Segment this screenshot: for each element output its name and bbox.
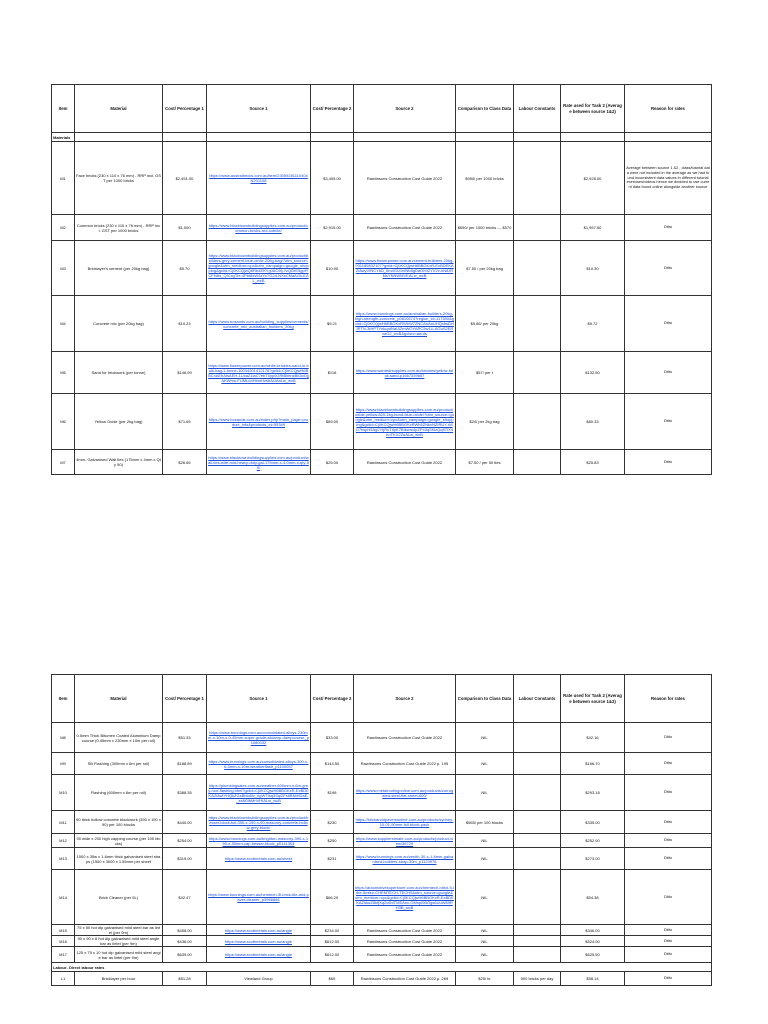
cell-cost2: $2,915.00 — [311, 215, 354, 241]
cell-cost2: $10.90 — [311, 241, 354, 296]
cell-labour — [514, 241, 561, 296]
cell-source1[interactable]: https://www.bunnings.com.au/consolidated-alloys-230mm-x-10m-x-0-45mm-super-grade-alclamp-dampcourse_p1080032 — [207, 723, 311, 753]
cell-source2[interactable]: https://www.flowerpower.com.au/cement-builders-20kg-931180802107?gclid=Cj0KCQjwH6BBGKxR-EcBDEKAZiAwyVfNCYbD_6m4GU1nfNtdIgDaOh9ZYV2v-nN8JRMsYNNWMVEALw_wcB — [354, 241, 456, 296]
cell-rate: $54.38 — [561, 870, 625, 925]
cell-source1[interactable]: https://www.blacktownbuildingsupplies.com.au/product/common-bricks-red-cobble/ — [207, 215, 311, 241]
cell-cost1: $42.47 — [163, 870, 207, 925]
header-row — [52, 85, 712, 133]
cell-source1[interactable]: https://www.blacktownbuildingsupplies.com.au/product/wall-ties-wire-mid-heavy-duty-gal-175mm-x-4-0mm-x-qty-50/ — [207, 450, 311, 475]
cell-rate: $166.70 — [561, 753, 625, 775]
cell-reason: Average between source 1 &2 , class/tutorial data were not included in the average as we had found inconsistent data values in different tutorial exercises/videos hence we decided to use current data found online alongside another source — [625, 142, 712, 215]
table-row — [52, 450, 712, 475]
cell-cost2: $33.00 — [311, 723, 354, 753]
cell-rate: $346.00 — [561, 925, 625, 936]
cell-comparison: NIL — [456, 848, 514, 870]
cell-labour — [514, 450, 561, 475]
section-row — [52, 963, 712, 972]
header-comparison: Comparison to Class Data — [456, 85, 514, 133]
cell-cost2: $250 — [311, 834, 354, 848]
cell-material: Sand for brickwork (per tonne) — [75, 352, 163, 394]
section-label-materials: Materials — [52, 133, 75, 142]
table-row — [52, 972, 712, 986]
cell-material: 0.5mm Thick Bitumen Coated Aluminium Dampcourse (0.45mm x 230mm x 10m per roll) — [75, 723, 163, 753]
cell-item: M4 — [52, 296, 75, 352]
materials-table-2 — [51, 674, 712, 986]
header-cost-1: Cost/ Percentage 1 — [163, 85, 207, 133]
cell-comparison: NIL — [456, 723, 514, 753]
table-row — [52, 811, 712, 834]
cell-reason: Ditto — [625, 925, 712, 936]
cell-cost2: $65 — [311, 972, 354, 986]
header-source-1: Source 1 — [207, 675, 311, 723]
cell-source2: Rawlinsons Construction Cost Guide 2022 — [354, 450, 456, 475]
cell-comparison: $650/ per 1000 bricks --- $570 — [456, 215, 514, 241]
table-row — [52, 753, 712, 775]
cell-cost2: $231 — [311, 848, 354, 870]
cell-item: M15 — [52, 925, 75, 936]
cell-item: L1 — [52, 972, 75, 986]
cell-material: Yellow Oxide (per 2kg bag) — [75, 394, 163, 450]
cell-item: M6 — [52, 394, 75, 450]
cell-material: Brick Cleaner (per 5L) — [75, 870, 163, 925]
header-labour-constants: Labour Constants — [514, 675, 561, 723]
cell-material: 4mm- Galvanised Wall ties (175mm x 4mm x Qty 50) — [75, 450, 163, 475]
cell-item: M14 — [52, 870, 75, 925]
cell-material: 75 x 50 hot dip galvanised mild steel bar as lintel (per 9m) — [75, 925, 163, 936]
header-material: Material — [75, 675, 163, 723]
cell-rate: $42.16 — [561, 723, 625, 753]
cell-cost2: $230 — [311, 811, 354, 834]
cell-source1[interactable]: https://www.bunnings.com.au/hemtech-5l-brick-tile-and-paver-cleaner_p3966846 — [207, 870, 311, 925]
cell-source1[interactable]: https://www.flowerpower.com.au/white-brickies-sand-in-bulk-bag-1-tonne-10034201412178?gclid=Cj0KCQjwH6BBCxAEhAIsAEH-1UxaZ1iaC7ebT0yp0GRtBlmnkBiGicDjjAKWmu-FUMLd4HbmHzsbAUAaLw_wcB — [207, 352, 311, 394]
cell-labour — [514, 870, 561, 925]
header-row — [52, 675, 712, 723]
cell-source1[interactable]: https://www.bosands.com.au/building_supplies/cements/concrete_mix_australian_builders_20kg — [207, 296, 311, 352]
cell-source1[interactable]: https://www.scottmetals.com.au/angle — [207, 936, 311, 947]
cell-source1[interactable]: https://www.australbricks.com.au/item/23059281110404N201108 — [207, 142, 311, 215]
cell-cost1: $315.00 — [163, 848, 207, 870]
cell-material: Bricklayer's cement (per 20kg bag) — [75, 241, 163, 296]
cell-labour — [514, 775, 561, 811]
cell-reason: Ditto — [625, 394, 712, 450]
cell-item: M1 — [52, 142, 75, 215]
cell-source2[interactable]: https://brickanddpaversonline.com.au/products/sydney-10-01-90mm-full-block-pack — [354, 811, 456, 834]
cell-reason: Ditto — [625, 352, 712, 394]
header-source-2: Source 2 — [354, 85, 456, 133]
cell-cost1: $2,451.00 — [163, 142, 207, 215]
cell-reason: Ditto — [625, 775, 712, 811]
cell-rate: $273.00 — [561, 848, 625, 870]
table-row — [52, 947, 712, 963]
table-row — [52, 834, 712, 848]
header-reason: Reason for rates — [625, 85, 712, 133]
cell-labour — [514, 394, 561, 450]
cell-source2[interactable]: https://www.bunnings.com.au/australian-builders-20kg-high-strength-concrete_p0610674?region_id=117690&gclid=Cj0KCQjwH6BBGKxRWhW7ZNCAhAnUHQxbsDHJRTN-3tHPTYnkqotNaUlZmWOYARC5w1U-AGuS2ERvaO2_wcB&gclsrc=aw.ds — [354, 296, 456, 352]
cell-source1[interactable]: https://www.blacktownbuildingsupplies.com.au/product/besser-block-full-390-x-190-x-90-masonry-concrete-hollow-grey-block/ — [207, 811, 311, 834]
cell-source2: Rawlinsons Construction Cost Guide 2022 p. 269 — [354, 972, 456, 986]
cell-item: M16 — [52, 936, 75, 947]
cell-rate: $58.14 — [561, 972, 625, 986]
cell-labour — [514, 811, 561, 834]
cell-material: Common bricks (230 x 110 x 76 mm) - RRP incl. GST per 1000 bricks — [75, 215, 163, 241]
cell-cost2: $66.29 — [311, 870, 354, 925]
cell-rate: $80.33 — [561, 394, 625, 450]
cell-labour — [514, 936, 561, 947]
header-item: Item — [52, 675, 75, 723]
cell-material: 125 x 75 x 10 hot dip galvanised mild steel angle bar as lintel (per 9m) — [75, 947, 163, 963]
cell-material: 90 wide x 200 high capping course (per 100 blocks) — [76, 835, 161, 846]
cell-item: M10 — [52, 775, 75, 811]
cell-rate: $9.72 — [561, 296, 625, 352]
cell-reason: Ditto — [625, 834, 712, 848]
cell-source2[interactable]: https://www.supplierstmate.com.au/products/product-view/36729 — [354, 834, 456, 848]
cell-reason: Ditto — [625, 947, 712, 963]
cell-cost2: $9.21 — [311, 296, 354, 352]
table-row — [52, 352, 712, 394]
cell-reason: Ditto — [625, 936, 712, 947]
cell-comparison: $5.86/ per 20kg — [456, 296, 514, 352]
cell-labour — [514, 352, 561, 394]
cell-rate: $524.00 — [561, 936, 625, 947]
header-source-2: Source 2 — [354, 675, 456, 723]
table-row — [52, 142, 712, 215]
cell-cost2: $144.50 — [311, 753, 354, 775]
cell-labour: 500 bricks per day — [514, 972, 561, 986]
cell-cost1: $1,000 — [163, 215, 207, 241]
cell-cost1: $26.65 — [163, 450, 207, 475]
header-item: Item — [52, 85, 75, 133]
cell-item: M17 — [52, 947, 75, 963]
cell-source1: Viewland Group — [207, 972, 311, 986]
cell-cost1: $146.99 — [163, 352, 207, 394]
cell-cost2: $198 — [311, 775, 354, 811]
cell-material: 1500 x 35w x 1.6mm thick galvanised steel straps (1500 x 3000 x 1.55mm per sheet — [75, 848, 163, 870]
cell-rate: $293.18 — [561, 775, 625, 811]
cell-source1[interactable]: https://www.bunnings.com.au/consolidated-alloys-300-x-6-0mm-x-10m-weatherflash_p1100057 — [207, 753, 311, 775]
header-labour-constants: Labour Constants — [514, 85, 561, 133]
cell-cost1: $51.33 — [163, 723, 207, 753]
cell-source2[interactable]: https://www.blacktownbuildingsupplies.com.au/product/oxide-yellow-820-1kg-bond-blue-oxide/?utm_source=google&utm_medium=cpc&utm_campaign=google_shopping&gclid=Cj0KCQjwH6BBGKxRWh5ZNkvNZIRUY-rMG7fwpH5Ag2YtjRuT6yK7Btkwm4pZP43qSf0zQq8TIX9hoTKX2ZoALw_wcB — [354, 394, 456, 450]
cell-comparison: NIL — [456, 936, 514, 947]
cell-comparison: NIL — [456, 753, 514, 775]
cell-labour — [514, 723, 561, 753]
cell-labour — [514, 296, 561, 352]
cell-rate: $25.83 — [561, 450, 625, 475]
cell-item: M3 — [52, 241, 75, 296]
header-cost-1: Cost/ Percentage 1 — [163, 675, 207, 723]
cell-comparison: NIL — [456, 834, 514, 848]
header-source-1: Source 1 — [207, 85, 311, 133]
cell-cost1: $458.00 — [163, 925, 207, 936]
cell-labour — [514, 834, 561, 848]
section-row — [52, 133, 712, 142]
cell-item: M9 — [52, 753, 75, 775]
cell-source1[interactable]: https://plumbingsales.com.au/weather-600mm-x-6m-grey-roof-flashing.html?gclid=Cj0KCQjwH6BBGKxR-EcBDEKAZiAwlYHQkZGsBblo6iv_ngWTtsq3Sqi2Fs6BNtHDaE-_zaN0IbMnVHIALw_wcB — [207, 775, 311, 811]
cell-comparison: $950/ per 1000 bricks — [456, 142, 514, 215]
cell-rate: $335.00 — [561, 811, 625, 834]
header-reason: Reason for rates — [625, 675, 712, 723]
cell-material: Bricklayer per hour — [75, 972, 163, 986]
cell-rate: $10.30 — [561, 241, 625, 296]
cell-cost1: $51.28 — [163, 972, 207, 986]
cell-item: M7 — [52, 450, 75, 475]
cell-comparison: NIL — [456, 925, 514, 936]
cell-source1[interactable]: https://www.bosands.com.au/index.php?main_page=product_info&products_id=55349 — [207, 394, 311, 450]
cell-reason: Ditto — [625, 753, 712, 775]
cell-source2: Rawlinsons Construction Cost Guide 2022 — [354, 215, 456, 241]
cell-cost2: $3,405.00 — [311, 142, 354, 215]
cell-source1[interactable]: https://www.blacktownbuildingsupplies.com.au/product/builders-grey-cement-blue-circle-20kg-bag/?utm_source=google&utm_medium=cpc&utm_campaign=google_shopping&gclid=Cj0KCQjwQ6Rb4EKYgJAC9fj-7zQDrE5gpfYCFNAs_QICxgTIe-4Pbt8xW4zYc7G2d-NXsCMaAGk-EAL_wcB — [207, 241, 311, 296]
cell-material: Face bricks (230 x 110 x 76 mm) - RRP incl. GST per 1000 bricks — [75, 142, 163, 215]
cell-rate: $2,928.00 — [561, 142, 625, 215]
table-row — [52, 723, 712, 753]
cell-item: M2 — [52, 215, 75, 241]
cell-reason: Ditto — [625, 870, 712, 925]
cell-labour — [514, 215, 561, 241]
cell-cost1: $10.23 — [163, 296, 207, 352]
cell-comparison: $24/ per 2kg bag — [456, 394, 514, 450]
cell-source1[interactable]: https://www.scottmetals.com.au/angle — [207, 925, 311, 936]
table-row — [52, 241, 712, 296]
cell-comparison: $25/ hr — [456, 972, 514, 986]
cell-source2[interactable]: https://www.wantedrsupplies.com.au/brickies/yellow-brick-sand-p1667339687 — [354, 352, 456, 394]
cell-reason: Ditto — [625, 972, 712, 986]
table-row — [52, 848, 712, 870]
cell-labour — [514, 142, 561, 215]
cell-source2: Rawlinsons Construction Cost Guide 2022 — [354, 142, 456, 215]
cell-cost1: $254.00 — [163, 834, 207, 848]
cell-rate: $625.50 — [561, 947, 625, 963]
cell-material: 90 thick hollow concrete blockwork (390 x 190 x 90) per 100 blocks — [75, 811, 163, 834]
table-row — [52, 925, 712, 936]
cell-cost1: $436.00 — [163, 936, 207, 947]
table-row — [52, 394, 712, 450]
cell-cost2: $612.00 — [311, 936, 354, 947]
header-rate: Rate used for Task 2 (Average between source 1&2) — [561, 675, 625, 723]
cell-rate: $1,957.50 — [561, 215, 625, 241]
cell-cost1: $388.35 — [163, 775, 207, 811]
cell-source2: Rawlinsons Construction Cost Guide 2022 — [354, 925, 456, 936]
cell-item: M8 — [52, 723, 75, 753]
cell-material: Concrete mix (per 20kg bag) — [75, 296, 163, 352]
cell-source2: Rawlinsons Construction Cost Guide 2022 — [354, 947, 456, 963]
cell-labour — [514, 753, 561, 775]
cell-source2: Rawlinsons Construction Cost Guide 2022 p. 195 — [354, 753, 456, 775]
header-material: Material — [75, 85, 163, 133]
cell-reason: Ditto — [625, 215, 712, 241]
cell-comparison: NIL — [456, 870, 514, 925]
cell-reason: Ditto — [625, 723, 712, 753]
cell-reason: Ditto — [625, 811, 712, 834]
cell-labour — [514, 925, 561, 936]
header-rate: Rate used for Task 2 (Average between source 1&2) — [561, 85, 625, 133]
cell-material: 90 x 90 x 8 hot dip galvanised mild steel angle bar as lintel (per 9m) — [75, 936, 163, 947]
cell-source2[interactable]: https://www.metalroofingonline.com.au/products/corrugated-steel-flat-sheet-600/ — [354, 775, 456, 811]
cell-cost1: $440.00 — [163, 811, 207, 834]
header-comparison: Comparison to Class Data — [456, 675, 514, 723]
cell-reason: Ditto — [625, 296, 712, 352]
cell-cost2: $234.00 — [311, 925, 354, 936]
cell-comparison: $565/ per 100 blocks — [456, 811, 514, 834]
cell-comparison: NIL — [456, 947, 514, 963]
cell-item: M13 — [52, 848, 75, 870]
cell-reason: Ditto — [625, 241, 712, 296]
cell-labour — [514, 947, 561, 963]
cell-labour — [514, 848, 561, 870]
cell-source2[interactable]: https://automotivesuperstore.com.au/chemtech-nitrol-5-litre-5mtec-CHEMTECH-TECH5&utm_source=google&utm_medium=cpc&gclid=Cj0KCQjwH6BBGKxR-EcBDEKAZiAwZ8bfjXq2c6hiTMEAnv-OMnpi0BOgs6UuW89RH3B_wcB — [354, 870, 456, 925]
cell-comparison: $7.50 / per 50 ties — [456, 450, 514, 475]
cell-cost1: $639.00 — [163, 947, 207, 963]
header-cost-2: Cost/ Percentage 2 — [311, 675, 354, 723]
cell-cost1: $188.89 — [163, 753, 207, 775]
materials-table-1 — [51, 84, 712, 475]
section-label: Labour- Direct labour rates — [52, 963, 712, 972]
table-row — [52, 296, 712, 352]
cell-source1[interactable]: https://www.scottmetals.com.au/sheet — [207, 848, 311, 870]
cell-material: Flashing (600mm x 6m per roll) — [75, 775, 163, 811]
cell-source2: Rawlinsons Construction Cost Guide 2022 — [354, 723, 456, 753]
cell-reason: Ditto — [625, 450, 712, 475]
cell-cost2: $89.00 — [311, 394, 354, 450]
cell-source2[interactable]: https://www.bunnings.com.au/zenith-30-x-1-8mm-galvanised-builders-strap-30m_p1123976 — [354, 848, 456, 870]
table-row — [52, 870, 712, 925]
table-row — [52, 936, 712, 947]
cell-cost2: $25.00 — [311, 450, 354, 475]
cell-item: M12 — [52, 834, 75, 848]
cell-rate: $132.50 — [561, 352, 625, 394]
cell-cost2: $118 — [311, 352, 354, 394]
cell-comparison: $57/ per t — [456, 352, 514, 394]
cell-item: M11 — [52, 811, 75, 834]
table-row — [52, 215, 712, 241]
cell-cost1: $9.70 — [163, 241, 207, 296]
cell-rate: $252.00 — [561, 834, 625, 848]
cell-cost1: $71.65 — [163, 394, 207, 450]
table-row — [52, 775, 712, 811]
cell-comparison: $7.50 / per 20kg bag — [456, 241, 514, 296]
cell-reason: Ditto — [625, 848, 712, 870]
cell-item: M5 — [52, 352, 75, 394]
cell-material: SB Flashing (300mm x 6m per roll) — [75, 753, 163, 775]
cell-source1[interactable]: https://www.scottmetals.com.au/angle — [207, 947, 311, 963]
cell-cost2: $612.00 — [311, 947, 354, 963]
cell-source2: Rawlinsons Construction Cost Guide 2022 — [354, 936, 456, 947]
cell-source1[interactable]: https://www.bunnings.com.au/brighton-masonry-390-x-190-x-90mm-cap-besser-block_p0141304 — [207, 834, 311, 848]
cell-comparison: NIL — [456, 775, 514, 811]
header-cost-2: Cost/ Percentage 2 — [311, 85, 354, 133]
